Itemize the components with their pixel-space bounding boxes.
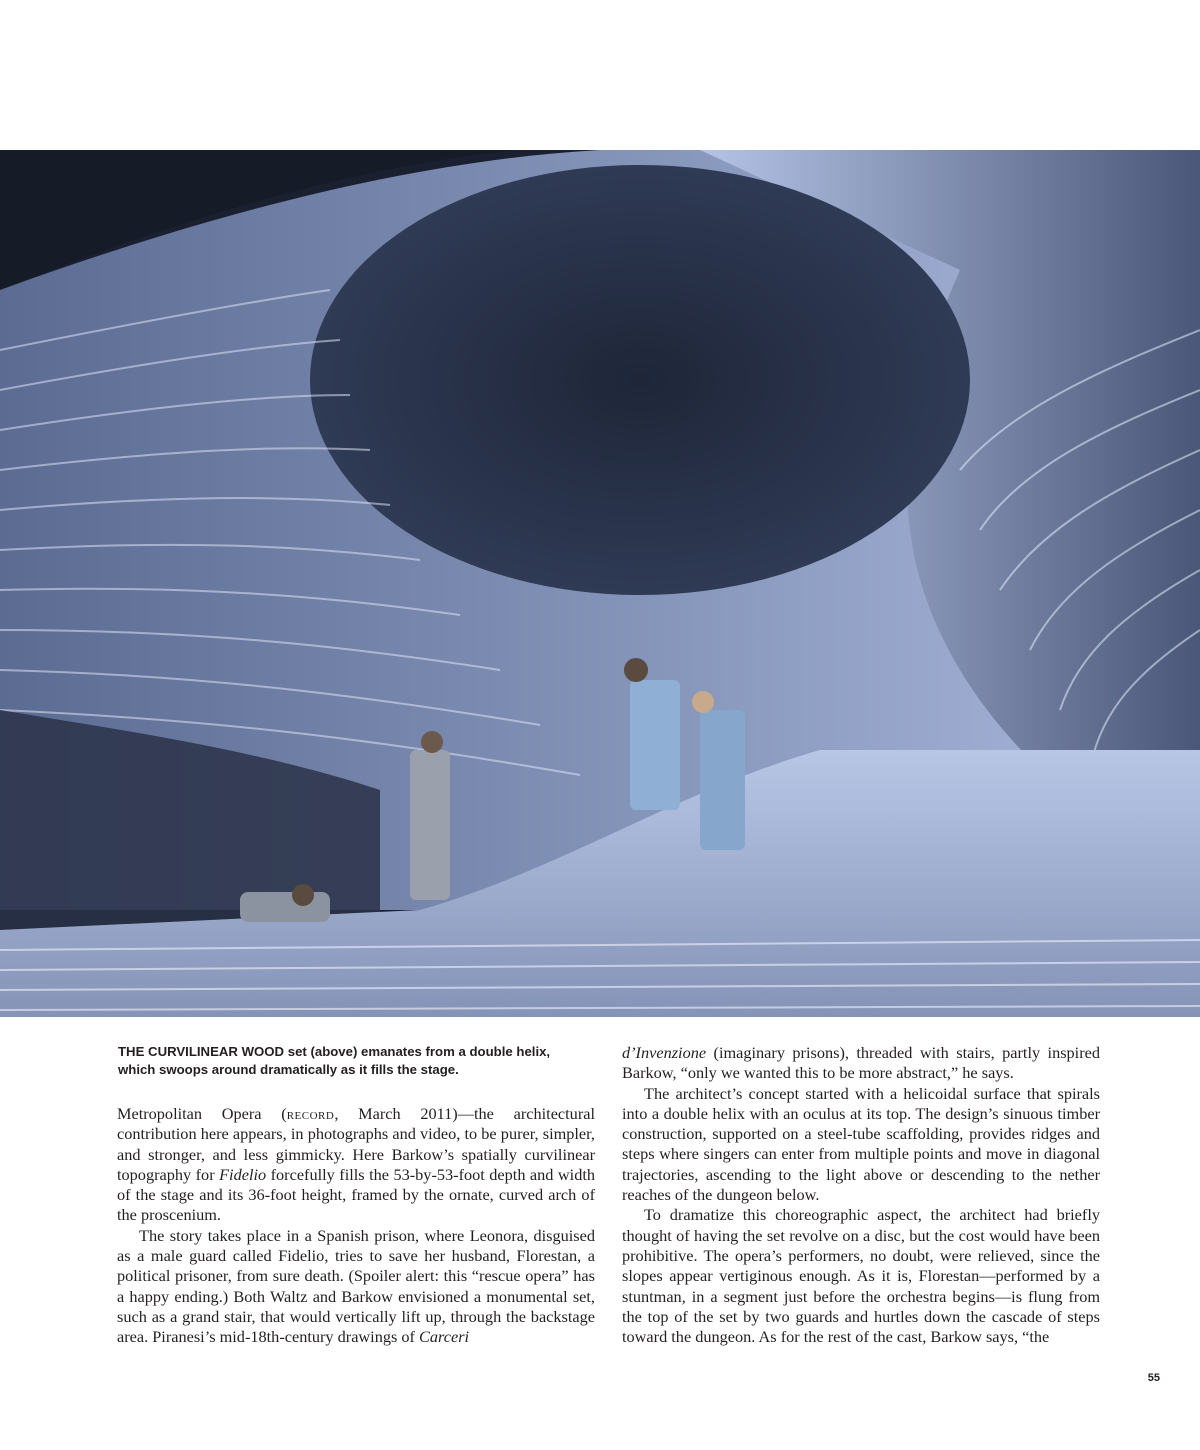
staircase-helix-image [0,150,1200,1017]
carceri-title: Carceri [419,1327,470,1347]
paragraph: The story takes place in a Spanish prison, where Leonora, disguised as a male guard called Fidelio, tries to save her husband, Florestan, a political prisoner, from sure death. (Spoiler alert: this “rescue opera” has a happy ending.) Both Waltz and Barkow envisioned a monumental set, such as a grand stair, that would vertically lift up, through the backstage area. Piranesi’s mid-18th-century drawings of Carceri [117,1225,595,1347]
record-smallcaps: record [286,1104,335,1123]
paragraph: d’Invenzione (imaginary prisons), threaded with stairs, partly inspired Barkow, “only we wanted this to be more abstract,” he says. [622,1043,1100,1083]
fidelio-title: Fidelio [219,1164,267,1184]
article-column-right [622,1043,1100,1347]
paragraph: Metropolitan Opera (record, March 2011)—the architectural contribution here appears, in photographs and video, to be purer, simpler, and stronger, and less gimmicky. Here Barkow’s spatially curvilinear topography for Fidelio forcefully fills the 53-by-53-foot depth and width of the stage and its 36-foot height, framed by the ornate, curved arch of the proscenium. [117,1104,596,1225]
article-column-left [117,1104,595,1348]
paragraph: To dramatize this choreographic aspect, the architect had briefly thought of having the set revolve on a disc, but the cost would have been prohibitive. The opera’s performers, no doubt, were relieved, since the slopes appear vertiginous enough. As it is, Florestan—performed by a stuntman, in a segment just before the orchestra begins—is flung from the top of the set by two guards and hurtles down the cascade of steps toward the dungeon. As for the rest of the cast, Barkow says, “the [622,1205,1100,1347]
stage-set-photo [0,150,1200,1017]
invenzione-title: d’Invenzione [622,1043,707,1062]
photo-caption [118,1043,588,1078]
caption-text: set (above) emanates from a double helix, which swoops around dramatically as it fills the stage. [118,1044,551,1077]
page-number: 55 [1147,1372,1160,1384]
caption-lead: THE CURVILINEAR WOOD [118,1044,285,1059]
paragraph: The architect’s concept started with a helicoidal surface that spirals into a double helix with an oculus at its top. The design’s sinuous timber construction, supported on a steel-tube scaffolding, provides ridges and steps where singers can enter from multiple points and move in diagonal trajectories, ascending to the light above or descending to the nether reaches of the dungeon below. [622,1083,1100,1205]
